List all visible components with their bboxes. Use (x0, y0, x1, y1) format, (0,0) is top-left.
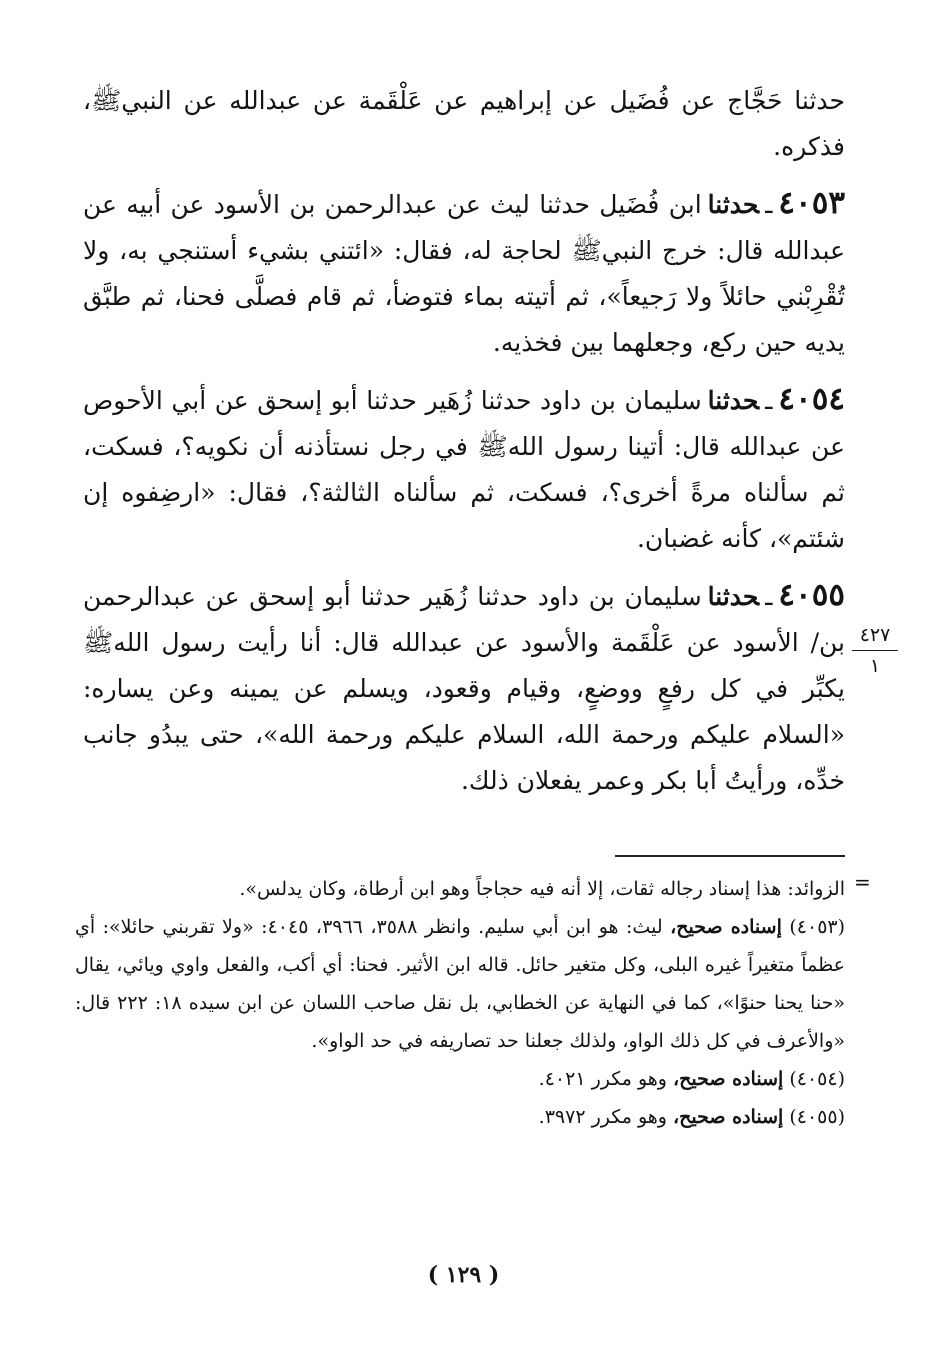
main-text (83, 78, 845, 804)
footnote-ref: (٤٠٥٣) (789, 916, 846, 938)
footnote-ref: (٤٠٥٤) (789, 1068, 845, 1090)
hadith-number: ٤٠٥٥ (778, 577, 845, 613)
footnote-label: إسناده صحيح، (670, 916, 782, 938)
hadith-keyword: حدثنا (707, 190, 760, 219)
hadith-keyword: حدثنا (707, 386, 760, 415)
footnote-continuation-mark: = (854, 870, 871, 894)
page-number: ( ١٢٩ ) (427, 1262, 500, 1288)
margin-ref-volume: ١ (869, 655, 881, 677)
hadith-text: سليمان بن داود حدثنا زُهَير حدثنا أبو إسحق عن عبدالرحمن بن/ الأسود عن عَلْقَمة والأسود عن عبدالله قال: أنا رأيت رسول اللهﷺ يكبِّر في كل رفعٍ ووضعٍ، وقيام وقعود، ويسلم عن يمينه وعن يساره: «السلام عليكم ورحمة الله، السلام عليكم ورحمة الله»، حتى يبدُو جانب خدِّه، ورأيتُ أبا بكر وعمر يفعلان ذلك. (83, 582, 845, 795)
hadith-keyword: حدثنا (707, 582, 760, 611)
footnote-continuation: الزوائد: هذا إسناد رجاله ثقات، إلا أنه فيه حجاجاً وهو ابن أرطاة، وكان يدلس». (239, 878, 845, 900)
hadith-text: سليمان بن داود حدثنا زُهَير حدثنا أبو إسحق عن أبي الأحوص عن عبدالله قال: أتينا رسول اللهﷺ في رجل نستأذنه أن نكويه؟، فسكت، ثم سألناه مرةً أخرى؟، فسكت، ثم سألناه الثالثة؟، فقال: «ارضِفوه إن شئتم»، كأنه غضبان. (83, 386, 845, 553)
margin-ref-divider (852, 650, 898, 651)
margin-volume-reference (850, 622, 900, 679)
footnote-label: إسناده صحيح، (673, 1068, 784, 1090)
footnote-label: إسناده صحيح، (673, 1106, 784, 1128)
hadith-4054 (83, 376, 845, 562)
hadith-dash: ـ (765, 582, 773, 611)
hadith-dash: ـ (765, 386, 773, 415)
hadith-text: ابن فُضَيل حدثنا ليث عن عبدالرحمن بن الأسود عن أبيه عن عبدالله قال: خرج النبيﷺ لحاجة له، فقال: «ائتني بشيء أستنجي به، ولا تُقْرِبْني حائلاً ولا رَجيعاً»، ثم أتيته بماء فتوضأ، ثم قام فصلَّى فحنا، ثم طبَّق يديه حين ركع، وجعلهما بين فخذيه. (83, 190, 845, 357)
intro-paragraph: حدثنا حَجَّاج عن فُضَيل عن إبراهيم عن عَلْقَمة عن عبدالله عن النبيﷺ، فذكره. (83, 86, 845, 161)
footnote-4053 (75, 908, 845, 1060)
hadith-dash: ـ (765, 190, 773, 219)
hadith-4055 (83, 572, 845, 804)
footnote-text: ليث: هو ابن أبي سليم. وانظر ٣٥٨٨، ٣٩٦٦، ٤٠٤٥: «ولا تقربني حائلا»: أي عظماً متغيراً غيره البلى، وكل متغير حائل. قاله ابن الأثير. فحنا: أي أكب، والفعل واوي ويائي، يقال «حنا يحنا حنوًا»، كما في النهاية عن الخطابي، بل نقل صاحب اللسان عن ابن سيده ١٨: ٢٢٢ قال: «والأعرف في كل ذلك الواو، ولذلك جعلنا حد تصاريفه في حد الواو». (75, 916, 845, 1052)
hadith-4053 (83, 180, 845, 366)
footnote-ref: (٤٠٥٥) (789, 1106, 845, 1128)
footnote-separator (615, 855, 845, 857)
hadith-number: ٤٠٥٣ (778, 185, 845, 221)
footnote-text: وهو مكرر ٤٠٢١. (538, 1068, 667, 1090)
footnotes (75, 870, 845, 1136)
footnote-text: وهو مكرر ٣٩٧٢. (538, 1106, 667, 1128)
footnote-4054 (75, 1060, 845, 1098)
margin-ref-page: ٤٢٧ (859, 624, 891, 646)
footnote-4055 (75, 1098, 845, 1136)
hadith-number: ٤٠٥٤ (778, 381, 845, 417)
